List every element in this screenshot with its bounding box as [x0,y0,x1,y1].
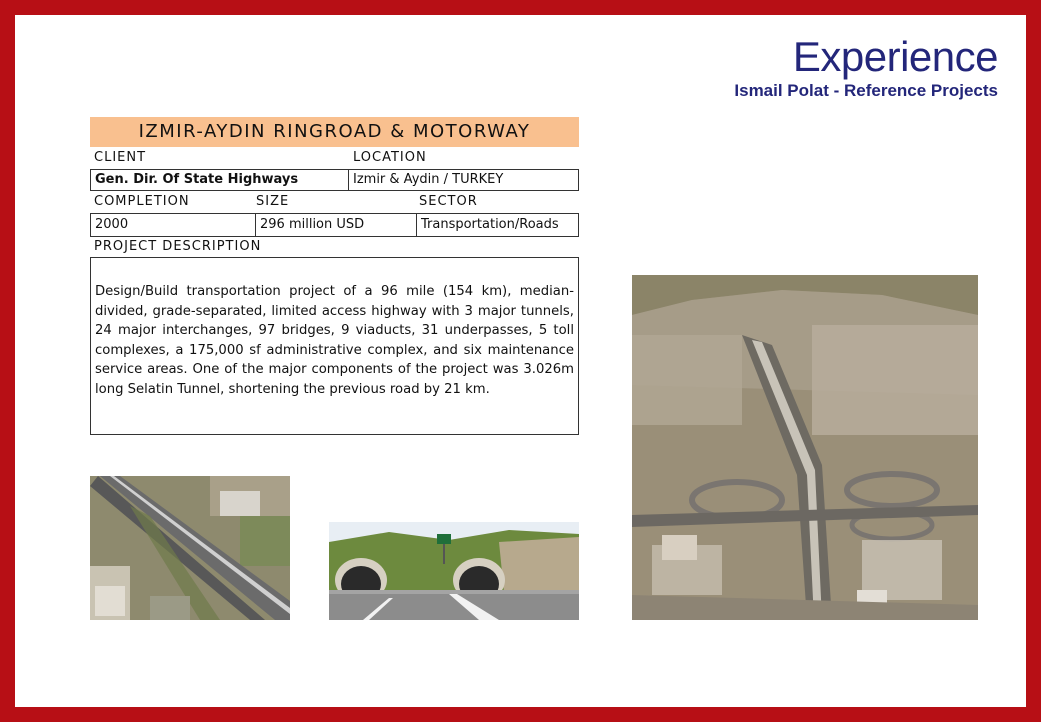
completion-size-sector-label-row [90,191,579,213]
location-value: Izmir & Aydin / TURKEY [348,170,578,190]
tunnel-entrance-photo [329,522,579,620]
location-label: LOCATION [353,150,427,165]
client-location-value-row [90,169,579,191]
size-value: 296 million USD [255,214,417,236]
completion-size-sector-value-row [90,213,579,237]
elevated-highway-photo [90,476,290,620]
description-label-row [90,237,579,257]
client-value: Gen. Dir. Of State Highways [95,172,299,187]
sector-value: Transportation/Roads [416,214,578,236]
slide [15,15,1026,707]
page-subtitle: Ismail Polat - Reference Projects [734,81,998,100]
client-label: CLIENT [94,150,147,165]
interchange-aerial-photo [632,275,978,620]
project-info-table [90,117,579,435]
sector-label: SECTOR [419,194,478,209]
size-label: SIZE [256,194,290,209]
completion-value: 2000 [95,217,129,232]
client-location-label-row [90,147,579,169]
page-title: Experience [792,33,998,80]
project-description: Design/Build transportation project of a 96 mile (154 km), median-divided, grade-separated, limited access highway with 3 major tunnels, 24 major interchanges, 97 bridges, 9 viaducts, 31 underpasses, 5 toll complexes, a 175,000 sf administrative complex, and six maintenance service areas. One of the major components of the project was 3.026m long Selatin Tunnel, shortening the previous road by 21 km. [90,257,579,435]
project-title: IZMIR-AYDIN RINGROAD & MOTORWAY [90,117,579,147]
description-label: PROJECT DESCRIPTION [94,239,262,254]
completion-label: COMPLETION [94,194,190,209]
